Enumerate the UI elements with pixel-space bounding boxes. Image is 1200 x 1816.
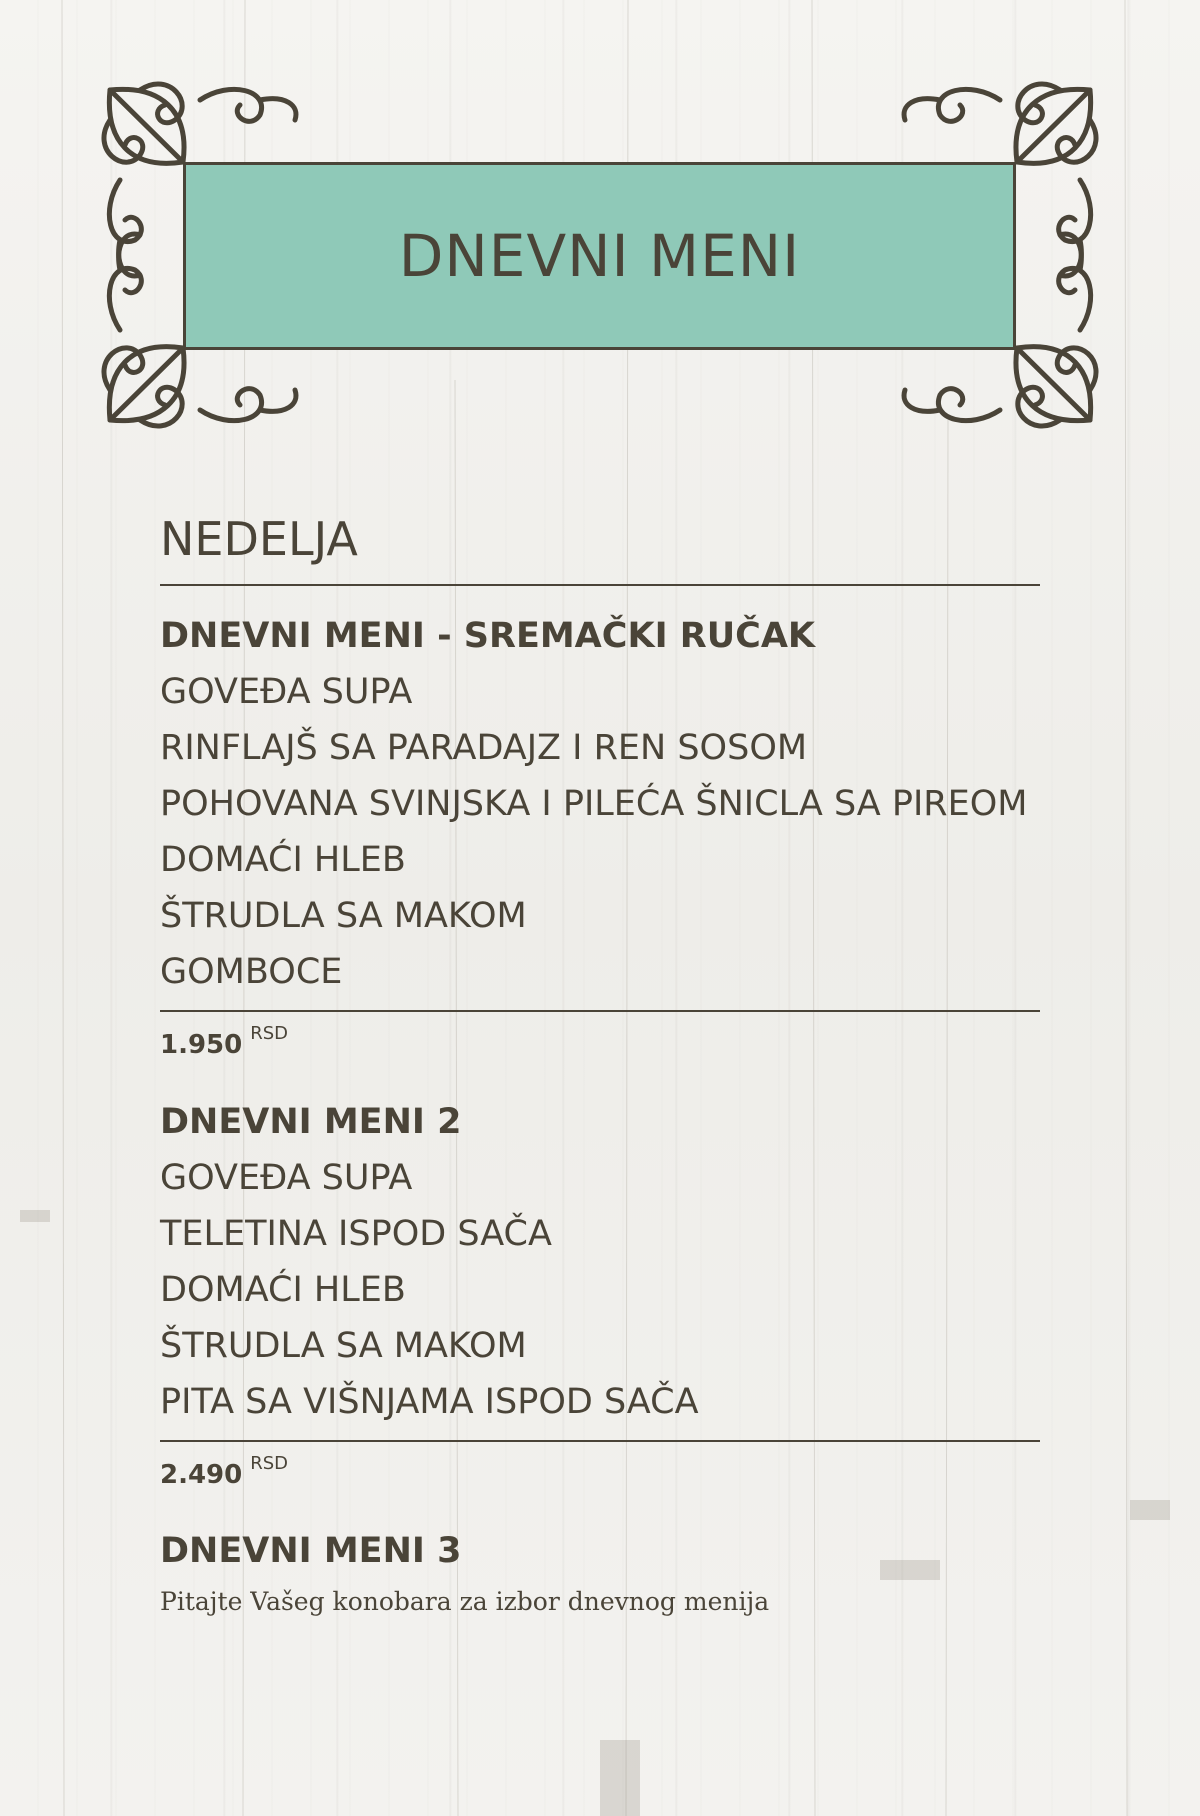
divider	[160, 1440, 1040, 1442]
divider	[160, 584, 1040, 586]
menu-3-title: DNEVNI MENI 3	[160, 1531, 462, 1571]
menu-1-item: ŠTRUDLA SA MAKOM	[160, 896, 527, 936]
price-currency: RSD	[250, 1453, 289, 1474]
menu-2-item: PITA SA VIŠNJAMA ISPOD SAČA	[160, 1382, 699, 1422]
menu-2-title: DNEVNI MENI 2	[160, 1102, 462, 1142]
menu-3-note: Pitajte Vašeg konobara za izbor dnevnog menija	[160, 1587, 770, 1616]
divider	[160, 1010, 1040, 1012]
price-currency: RSD	[250, 1023, 289, 1044]
menu-1-price	[160, 1023, 289, 1060]
menu-1-item: GOVEĐA SUPA	[160, 672, 413, 712]
menu-2-item: ŠTRUDLA SA MAKOM	[160, 1326, 527, 1366]
page-title: DNEVNI MENI	[398, 222, 801, 290]
menu-2-item: DOMAĆI HLEB	[160, 1270, 406, 1310]
day-heading: NEDELJA	[160, 512, 358, 566]
price-value: 1.950	[160, 1030, 243, 1060]
menu-2-price	[160, 1453, 289, 1490]
menu-1-item: GOMBOCE	[160, 952, 343, 992]
menu-2-item: GOVEĐA SUPA	[160, 1158, 413, 1198]
title-banner	[183, 162, 1016, 350]
menu-1-title: DNEVNI MENI - SREMAČKI RUČAK	[160, 616, 816, 656]
menu-1-item: DOMAĆI HLEB	[160, 840, 406, 880]
menu-2-item: TELETINA ISPOD SAČA	[160, 1214, 552, 1254]
price-value: 2.490	[160, 1460, 243, 1490]
menu-1-item: POHOVANA SVINJSKA I PILEĆA ŠNICLA SA PIREOM	[160, 784, 1028, 824]
menu-1-item: RINFLAJŠ SA PARADAJZ I REN SOSOM	[160, 728, 808, 768]
